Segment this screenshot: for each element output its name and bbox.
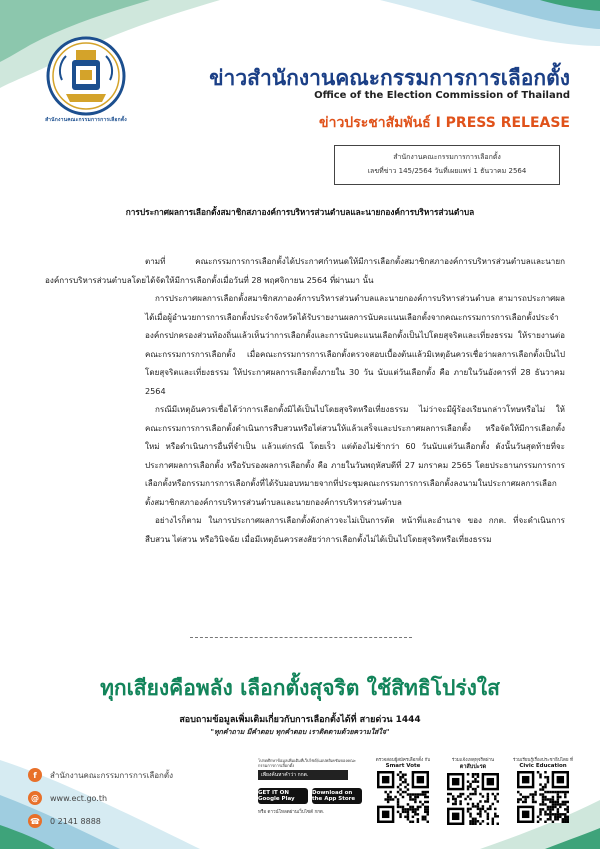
hotline-text: สอบถามข้อมูลเพิ่มเติมเกี่ยวกับการเลือกตั้งได้ที่ สายด่วน 1444 xyxy=(179,715,421,725)
qr-caption-name: ตาสับปะรด xyxy=(459,764,487,770)
paragraph-4: อย่างไรก็ตาม ในการประกาศผลการเลือกตั้งดังกล่าวจะไม่เป็นการตัด หน้าที่และอำนาจ ของ กกต. ที่จะดำเนินการสืบสวน ไต่สวน หรือวินิจฉัย เมื่อมีเหตุอันควรสงสัยว่าการเลือกตั้งไม่ได้เป็นไปโดยสุจริตหรือเที่ยงธรรม xyxy=(145,515,565,544)
phone-text: 0 2141 8888 xyxy=(50,816,101,826)
app-search-box: เพียงค้นหาคำว่า กกต. xyxy=(258,770,348,780)
ect-logo xyxy=(38,32,134,128)
campaign-slogan: ทุกเสียงคือพลัง เลือกตั้งสุจริต ใช้สิทธิโปร่งใส xyxy=(100,676,500,700)
phone-icon: ☎ xyxy=(28,814,42,828)
motto-text: "ทุกคำถาม มีคำตอบ ทุกคำตอบ เราติดตามด้วยความใส่ใจ" xyxy=(210,728,390,736)
document-title: การประกาศผลการเลือกตั้งสมาชิกสภาองค์การบริหารส่วนตำบลและนายกองค์การบริหารส่วนตำบล xyxy=(125,207,475,217)
paragraph-2: การประกาศผลการเลือกตั้งสมาชิกสภาองค์การบริหารส่วนตำบลและนายกองค์การบริหารส่วนตำบล สามารถประกาศผลได้เมื่อผู้อำนวยการการเลือกตั้งประจำจังหวัดได้รับรายงานผลการนับคะแนนเลือกตั้งจากคณะกรรมการการเลือกตั้งประจำองค์กรปกครองส่วนท้องถิ่นแล้วเห็นว่าการเลือกตั้งและการนับคะแนนเลือกตั้งเป็นไปโดยสุจริตและเที่ยงธรรม ให้รายงานต่อคณะกรรมการการเลือกตั้ง เมื่อคณะกรรมการการเลือกตั้งตรวจสอบเบื้องต้นแล้วมิเหตุอันควรเชื่อว่าผลการเลือกตั้งเป็นไปโดยสุจริตและเที่ยงธรรม ให้ประกาศผลการเลือกตั้งภายใน 30 วัน นับแต่วันเลือกตั้ง คือ ภายในวันอังคารที่ 28 ธันวาคม 2564 xyxy=(145,293,565,396)
qr-code-icon xyxy=(517,771,569,823)
qr-smart-vote[interactable] xyxy=(373,756,433,827)
qr-caption-top: ร่วมแจ้งเหตุทุจริตผ่าน xyxy=(451,758,495,763)
qr-caption-name: Civic Education xyxy=(519,763,567,769)
reference-office: สำนักงานคณะกรรมการการเลือกตั้ง xyxy=(393,153,501,161)
google-play-button[interactable]: GET IT ON Google Play xyxy=(258,788,308,804)
app-download-area xyxy=(258,758,370,840)
paragraph-1: ตามที่ คณะกรรมการการเลือกตั้งได้ประกาศกำหนดให้มีการเลือกตั้งสมาชิกสภาองค์การบริหารส่วนตำบลและนายกองค์การบริหารส่วนตำบลโดยได้จัดให้มีการเลือกตั้งเมื่อวันที่ 28 พฤศจิกายน 2564 ที่ผ่านมา นั้น xyxy=(45,256,565,285)
app-store-button[interactable]: Download on the App Store xyxy=(312,788,362,804)
contact-website[interactable] xyxy=(28,791,107,805)
paragraph-3: กรณีมีเหตุอันควรเชื่อได้ว่าการเลือกตั้งมิได้เป็นไปโดยสุจริตหรือเที่ยงธรรม ไม่ว่าจะมีผู้ร้องเรียนกล่าวโทษหรือไม่ ให้คณะกรรมการการเลือกตั้งดำเนินการสืบสวนหรือไต่สวนให้แล้วเสร็จและประกาศผลการเลือกตั้ง หรือจัดให้มีการเลือกตั้งใหม่ หรือดำเนินการอื่นที่จำเป็น แล้วแต่กรณี โดยเร็ว แต่ต้องไม่ช้ากว่า 60 วันนับแต่วันเลือกตั้ง ดังนั้นวันสุดท้ายที่จะประกาศผลการเลือกตั้ง หรือรับรองผลการเลือกตั้ง คือ ภายในวันพฤหัสบดีที่ 27 มกราคม 2565 โดยประธานกรรมการการเลือกตั้งหรือกรรมการการเลือกตั้งที่ได้รับมอบหมายจากที่ประชุมคณะกรรมการการเลือกตั้งลงนามในประกาศผลการเลือกตั้งสมาชิกสภาองค์การบริหารส่วนตำบลและนายกองค์การบริหารส่วนตำบล xyxy=(145,404,565,507)
contact-facebook[interactable] xyxy=(28,768,173,782)
qr-ta-sapparod[interactable] xyxy=(443,756,503,829)
page-title-thai: ข่าวสำนักงานคณะกรรมการการเลือกตั้ง xyxy=(209,66,570,90)
page-title-english: Office of the Election Commission of Thailand xyxy=(314,90,570,101)
reference-number-date: เลขที่ข่าว 145/2564 วันที่เผยแพร่ 1 ธันวาคม 2564 xyxy=(367,167,527,175)
reference-box xyxy=(334,145,560,185)
qr-caption-top: ร่วมเรียนรู้เรื่องประชาธิปไตย ที่ xyxy=(513,758,573,763)
qr-caption-name: Smart Vote xyxy=(385,763,421,769)
qr-code-icon xyxy=(447,773,499,825)
facebook-icon: f xyxy=(28,768,42,782)
app-note-top: โปรดศึกษาข้อมูลเพิ่มเติมที่เว็บไซต์/แอปพลิเคชันของคณะกรรมการการเลือกตั้ง xyxy=(258,758,356,768)
app-note-bottom: หรือ ดาวน์โหลดผ่านเว็บไซต์ กกต. xyxy=(258,810,325,815)
logo-caption: สำนักงานคณะกรรมการการเลือกตั้ง xyxy=(45,117,127,123)
qr-civic-education[interactable] xyxy=(513,756,573,827)
press-release-label: ข่าวประชาสัมพันธ์ I PRESS RELEASE xyxy=(319,115,570,131)
qr-caption-top: ตรวจสอบผู้สมัครเลือกตั้ง กับ xyxy=(375,758,431,763)
website-text: www.ect.go.th xyxy=(50,793,108,803)
divider-line xyxy=(190,637,412,638)
qr-code-icon xyxy=(377,771,429,823)
contact-phone[interactable] xyxy=(28,814,101,828)
body-text xyxy=(45,252,565,548)
facebook-text: สำนักงานคณะกรรมการการเลือกตั้ง xyxy=(50,770,173,780)
web-icon: @ xyxy=(28,791,42,805)
